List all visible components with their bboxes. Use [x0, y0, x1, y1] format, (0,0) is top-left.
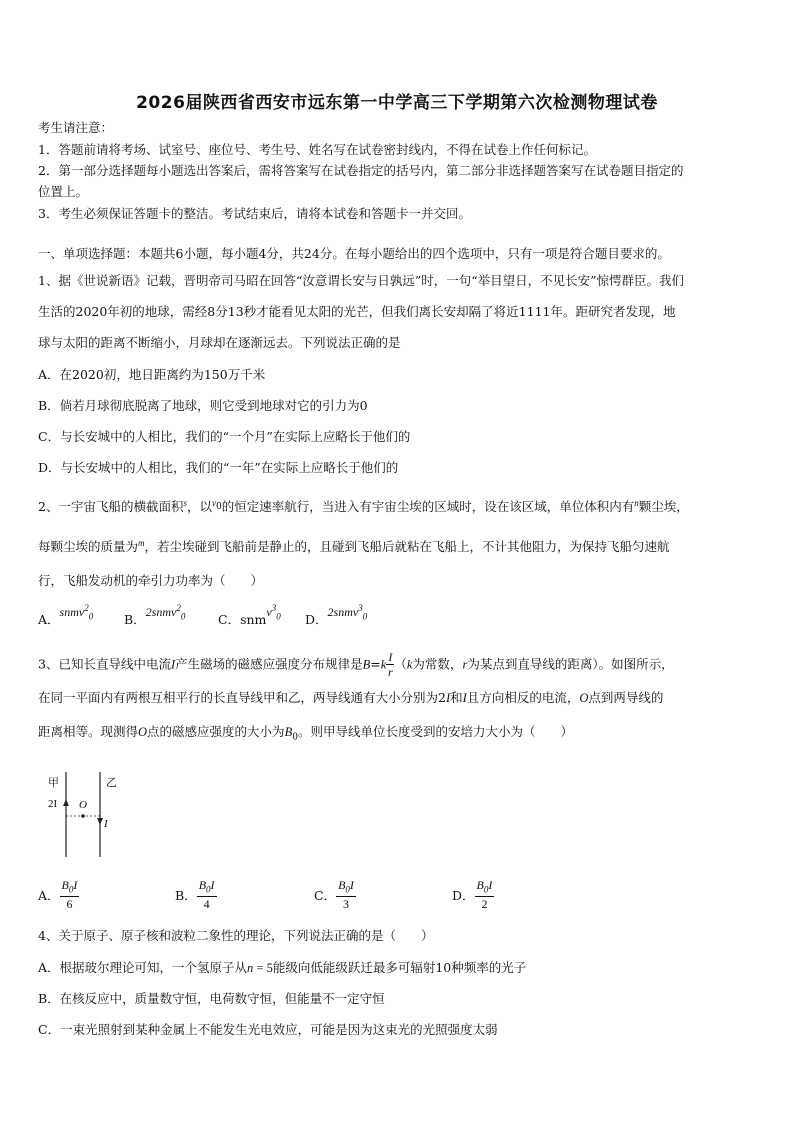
- q2-text: 每颗尘埃的质量为: [38, 539, 139, 554]
- fraction-denominator: 2: [481, 897, 488, 912]
- num-i: I: [349, 878, 354, 892]
- option-fraction: [475, 878, 495, 912]
- question-3-option-a: [38, 878, 79, 912]
- notice-item: 位置上。: [38, 184, 89, 199]
- q3-text: 点到两导线的: [588, 690, 664, 705]
- label-i: I: [104, 818, 108, 830]
- q3-var-O: O: [579, 691, 589, 705]
- question-2-option-d: [305, 603, 368, 629]
- option-expr: [145, 603, 186, 622]
- fraction-denominator: 3: [343, 897, 349, 912]
- question-4-option-a: [38, 958, 526, 976]
- num-sub: 0: [206, 884, 211, 895]
- fraction-denominator: 6: [66, 897, 73, 912]
- fraction-denominator: r: [388, 665, 393, 679]
- expr-text: 2snmv: [327, 605, 359, 619]
- question-1-stem: 球与太阳的距离不断缩小，月球却在逐渐远去。下列说法正确的是: [38, 335, 401, 350]
- question-1-option-d: D．与长安城中的人相比，我们的“一年”在实际上应略长于他们的: [38, 460, 399, 475]
- question-2-option-a: [38, 603, 94, 629]
- q3-text: 在同一平面内有两根互相平行的长直导线甲和乙，两导线通有大小分别为2: [38, 690, 446, 705]
- q2-text: 的恒定速率航行，当进入有宇宙尘埃的区域时，设在该区域，单位体积内有: [221, 499, 635, 514]
- q2-text: 2、一宇宙飞船的横截面积: [38, 499, 184, 514]
- expr-sub: 0: [276, 611, 281, 622]
- q3-text: 点的磁感应强度的大小为: [147, 724, 285, 739]
- expr-text: snmv: [59, 605, 85, 619]
- expr-sup: 3: [358, 603, 363, 613]
- option-expr: [266, 603, 281, 622]
- q4-text: 能级向低能级跃迁最多可辐射10种频率的光子: [272, 960, 527, 975]
- q3-eq: =: [370, 656, 381, 672]
- option-fraction: [60, 878, 80, 912]
- q2-text: ，以: [186, 499, 212, 514]
- q2-var-v0: v: [212, 497, 216, 508]
- notice-item: 1．答题前请将考场、试室号、座位号、考生号、姓名写在试卷密封线内，不得在试卷上作任何标记。: [38, 142, 596, 157]
- point-o: [81, 814, 85, 818]
- label-yi: 乙: [106, 776, 117, 789]
- question-2-stem-line3: 行，飞船发动机的牵引力功率为（ ）: [38, 573, 264, 588]
- option-fraction: [197, 878, 217, 912]
- expr-text: v: [266, 605, 272, 619]
- option-label: C．: [314, 888, 337, 904]
- question-3-option-d: [452, 878, 494, 912]
- q3-text: 。则甲导线单位长度受到的安培力大小为（ ）: [297, 724, 573, 739]
- question-1-option-c: C．与长安城中的人相比，我们的“一个月”在实际上应略长于他们的: [38, 429, 411, 444]
- expr-sub: 0: [88, 611, 94, 622]
- fraction-numerator: I: [388, 650, 393, 664]
- num-i: I: [73, 878, 78, 892]
- question-2-stem-line2: [38, 537, 670, 555]
- q3-var-k: k: [380, 657, 387, 672]
- question-4-stem: 4、关于原子、原子核和波粒二象性的理论，下列说法正确的是（ ）: [38, 928, 434, 943]
- num-sub: 0: [483, 884, 489, 895]
- q3-text: 为常数，: [412, 656, 463, 672]
- question-2-option-b: [124, 603, 186, 629]
- q3-text: 和: [450, 690, 463, 705]
- option-label: B．: [124, 612, 146, 627]
- num-b: B: [198, 878, 207, 892]
- option-label: B．: [175, 888, 197, 904]
- label-2i: 2I: [48, 798, 58, 810]
- option-label: D．: [452, 888, 475, 904]
- num-sub: 0: [345, 884, 350, 895]
- question-2-option-c: [218, 603, 281, 629]
- num-b: B: [476, 878, 484, 892]
- question-1-option-b: B．倘若月球彻底脱离了地球，则它受到地球对它的引力为0: [38, 398, 368, 413]
- fraction-numerator: [197, 878, 217, 897]
- expr-text: 2snmv: [145, 605, 177, 619]
- q3-var-k: k: [406, 657, 413, 672]
- q2-text: ，若尘埃碰到飞船前是静止的，且碰到飞船后就粘在飞船上，不计其他阻力，为保持飞船匀速航: [144, 539, 670, 554]
- question-2-stem-line1: [38, 497, 689, 515]
- question-3-stem-line3: [38, 722, 573, 743]
- q3-var-r: r: [462, 657, 468, 672]
- q3-var-B: B: [362, 657, 371, 672]
- q3-var-I: I: [462, 691, 467, 705]
- option-label: C．snm: [218, 612, 267, 627]
- num-i: I: [488, 878, 493, 892]
- q2-text: 颗尘埃，: [638, 499, 689, 514]
- question-4-option-c: C．一束光照射到某种金属上不能发生光电效应，可能是因为这束光的光照强度太弱: [38, 1022, 498, 1037]
- q2-var-m: m: [138, 537, 145, 548]
- page-title: 2026届陕西省西安市远东第一中学高三下学期第六次检测物理试卷: [136, 93, 658, 113]
- question-1-option-a: A．在2020初，地日距离约为150万千米: [38, 367, 266, 382]
- q4-text: A．根据玻尔理论可知，一个氢原子从: [38, 960, 248, 975]
- q2-var-s: s: [183, 497, 187, 508]
- current-down-arrow: [97, 818, 103, 825]
- num-i: I: [210, 878, 215, 892]
- q3-text: 3、已知长直导线中电流: [38, 656, 171, 672]
- num-sub: 0: [68, 884, 74, 895]
- num-b: B: [61, 878, 69, 892]
- notice-item: 2．第一部分选择题每小题选出答案后，需将答案写在试卷指定的括号内，第二部分非选择题答案写在试卷题目指定的: [38, 163, 684, 178]
- current-up-arrow: [63, 799, 69, 806]
- question-3-stem-line1: [38, 650, 674, 680]
- parallel-wires-figure: [40, 766, 130, 861]
- option-label: D．: [305, 612, 328, 627]
- q2-var-v0-sub: 0: [216, 501, 222, 512]
- question-4-option-b: B．在核反应中，质量数守恒，电荷数守恒，但能量不一定守恒: [38, 991, 385, 1006]
- question-1-stem: 生活的2020年初的地球，需经8分13秒才能看见太阳的光芒，但我们离长安却隔了将近1111年。距研究者发现，地: [38, 304, 676, 319]
- notice-heading: 考生请注意：: [38, 120, 114, 135]
- q3-text: 为某点到直导线的距离）。如图所示，: [467, 656, 674, 672]
- q4-var-n: n: [247, 961, 254, 975]
- num-b: B: [338, 878, 346, 892]
- q3-text: 产生磁场的磁感应强度分布规律是: [175, 656, 363, 672]
- q3-var-B0-sub: 0: [292, 732, 298, 743]
- q3-var-B0: B: [284, 725, 293, 739]
- option-label: A．: [38, 888, 60, 904]
- option-expr: [59, 603, 94, 622]
- fraction-numerator: [475, 878, 495, 897]
- fraction-denominator: 4: [203, 897, 210, 912]
- section-heading: 一、单项选择题：本题共6小题，每小题4分，共24分。在每小题给出的四个选项中，只有一项是符合题目要求的。: [38, 246, 670, 261]
- q2-var-n: n: [634, 497, 639, 508]
- fraction-numerator: [336, 878, 356, 897]
- expr-sup: 2: [176, 603, 181, 613]
- label-o: O: [79, 799, 87, 811]
- expr-sub: 0: [362, 611, 368, 622]
- q3-text: 且方向相反的电流，: [466, 690, 580, 705]
- option-expr: [327, 603, 368, 622]
- fraction-numerator: [60, 878, 80, 897]
- question-3-stem-line2: [38, 688, 663, 706]
- q4-eq: = 5: [253, 961, 273, 975]
- expr-sup: 2: [84, 603, 89, 613]
- q3-var-I: I: [170, 657, 176, 672]
- option-label: A．: [38, 612, 60, 627]
- label-jia: 甲: [48, 776, 59, 789]
- notice-item: 3．考生必须保证答题卡的整洁。考试结束后，请将本试卷和答题卡一并交回。: [38, 206, 471, 221]
- q3-text: （: [394, 656, 407, 672]
- option-fraction: [336, 878, 356, 912]
- q3-var-I: I: [445, 691, 451, 705]
- q3-var-O: O: [138, 725, 148, 739]
- expr-sup: 3: [271, 603, 277, 613]
- question-3-option-b: [175, 878, 217, 912]
- expr-sub: 0: [180, 611, 186, 622]
- question-1-stem: 1、据《世说新语》记载，晋明帝司马昭在回答“汝意谓长安与日孰远”时，一句“举目望日，不见长安”惊愕群臣。我们: [38, 273, 685, 288]
- q3-text: 距离相等。现测得: [38, 724, 139, 739]
- question-3-option-c: [314, 878, 356, 912]
